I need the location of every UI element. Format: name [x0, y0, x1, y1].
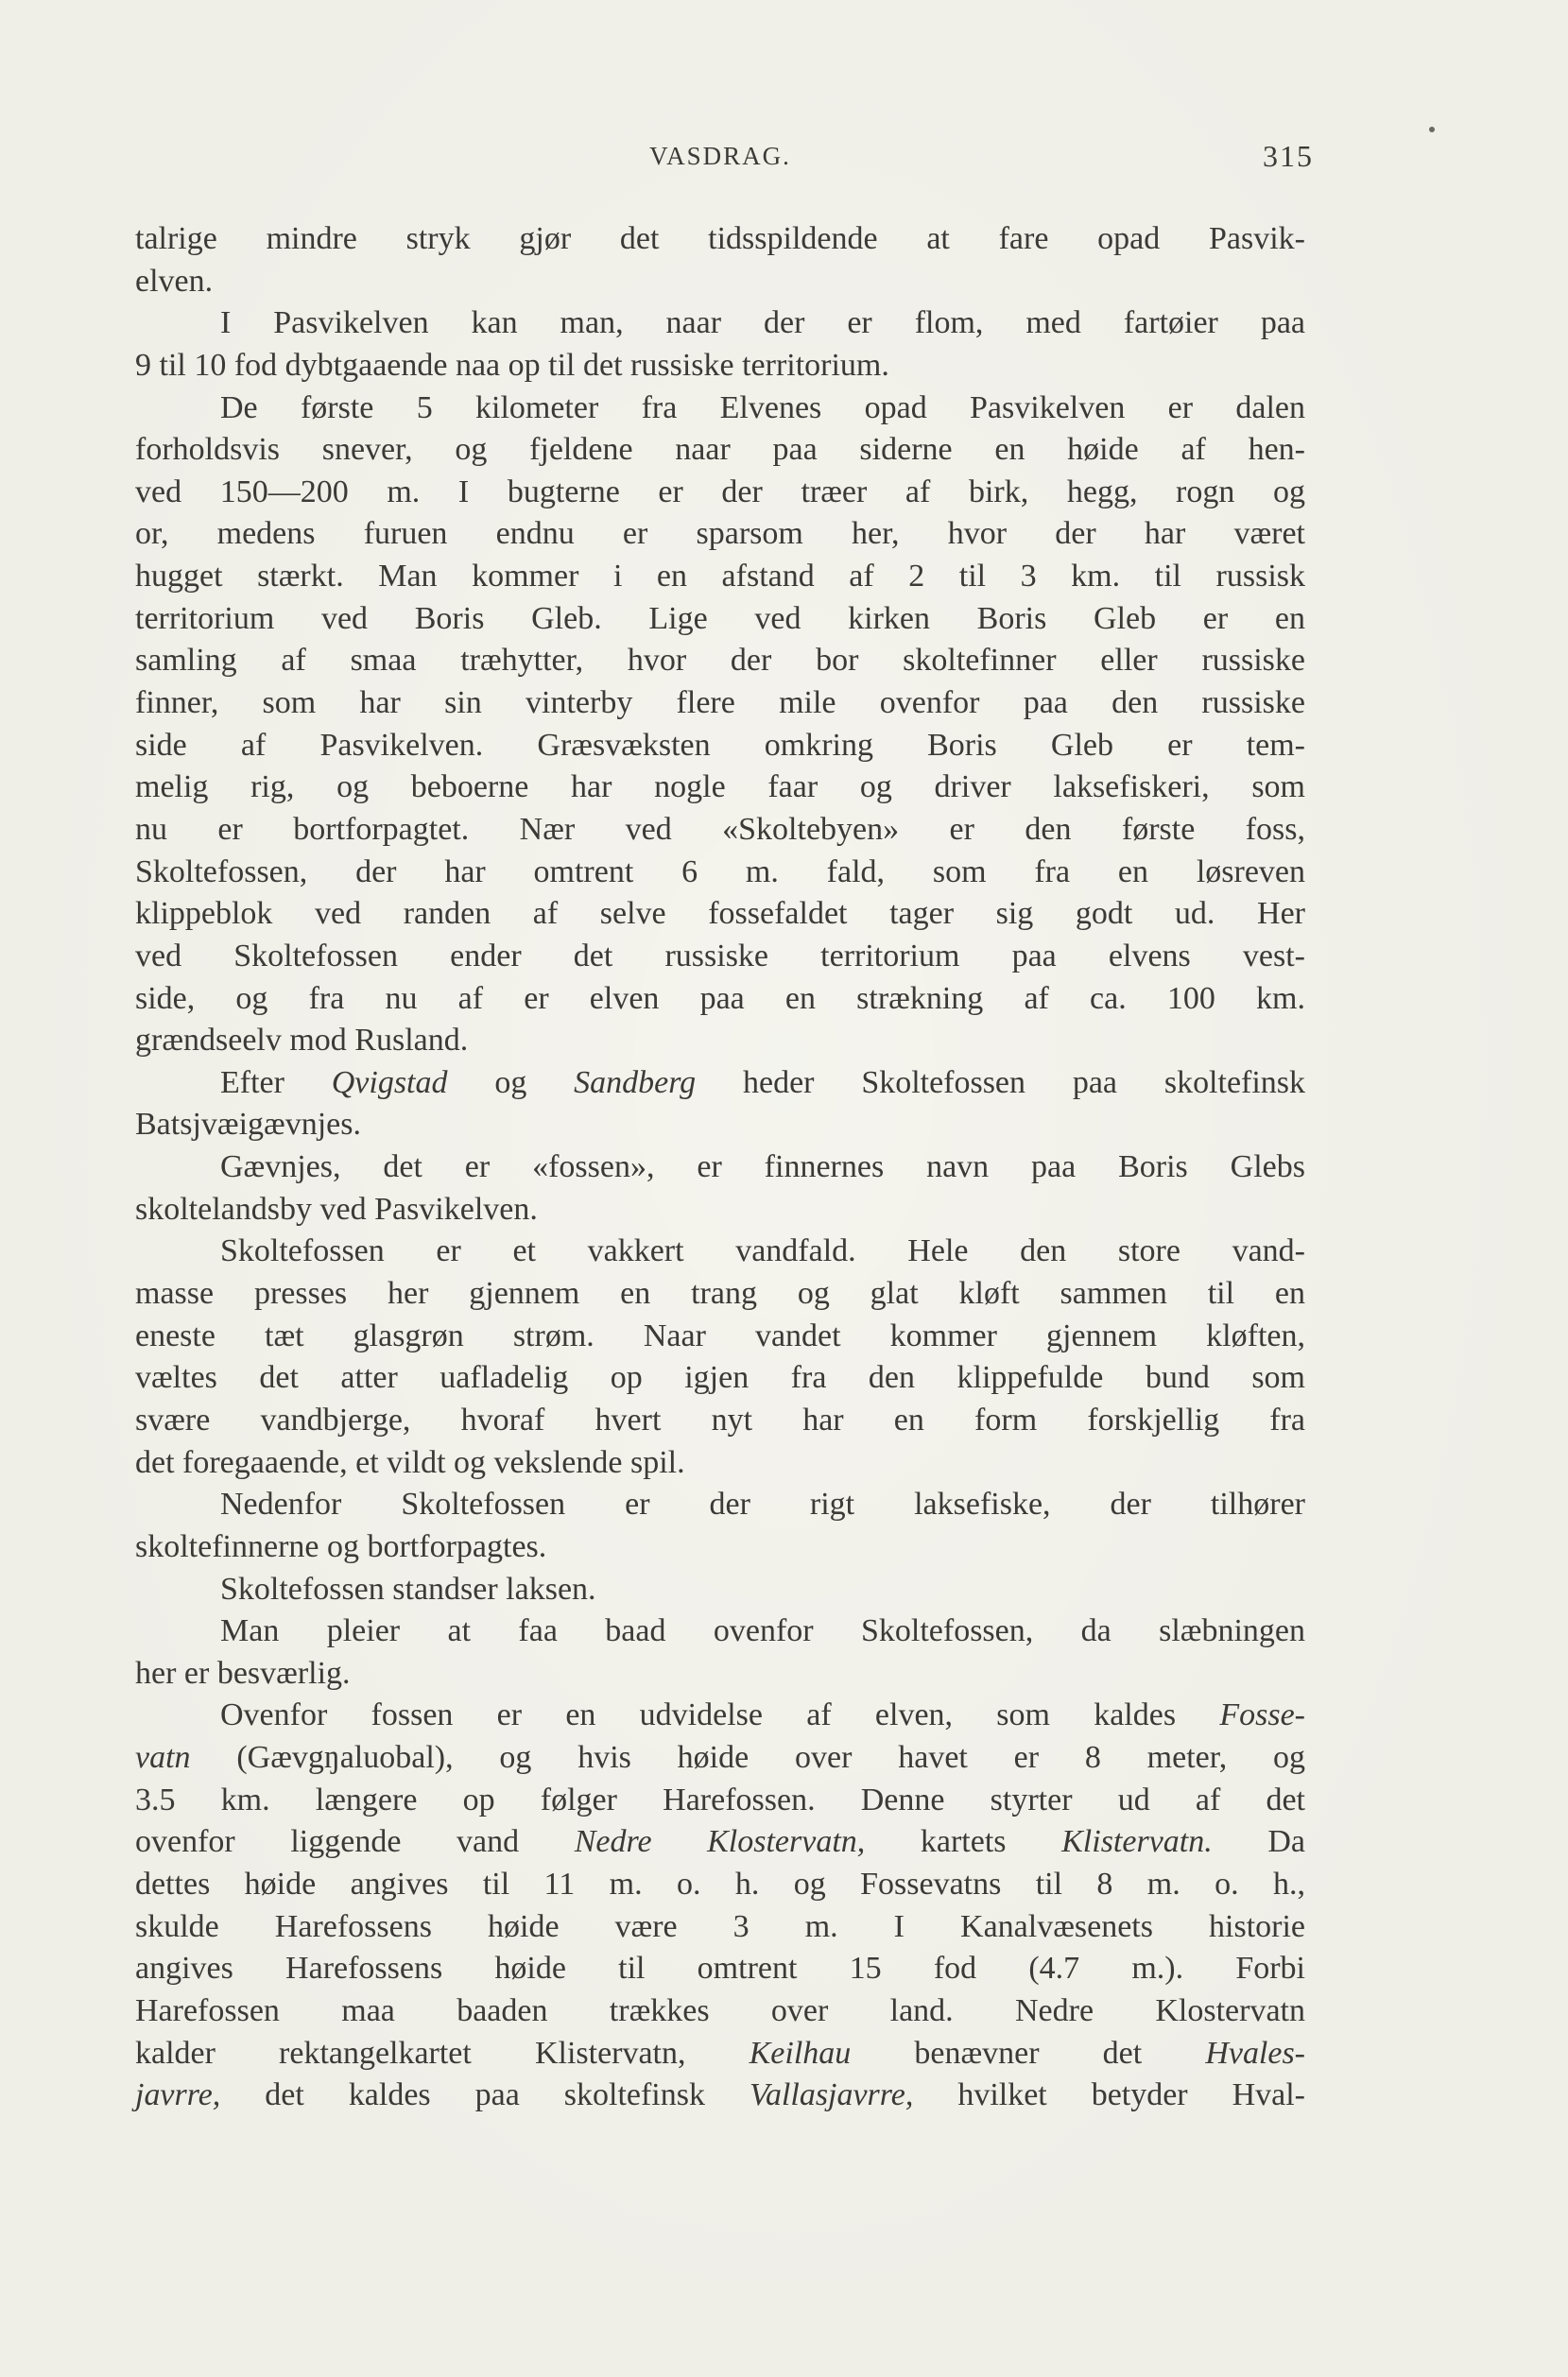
text-line: or, medens furuen endnu er sparsom her, hvor der har været [135, 516, 1305, 552]
text-line: eneste tæt glasgrøn strøm. Naar vandet kommer gjennem kløften, [135, 1318, 1305, 1353]
text-line: 3.5 km. længere op følger Harefossen. Denne styrter ud af det [135, 1782, 1305, 1817]
text-line: I Pasvikelven kan man, naar der er flom, med fartøier paa [220, 305, 1305, 341]
text-line: Skoltefossen standser laksen. [220, 1571, 596, 1607]
text-line: melig rig, og beboerne har nogle faar og driver laksefiskeri, som [135, 769, 1305, 805]
text-line: angives Harefossens høide til omtrent 15 fod (4.7 m.). Forbi [135, 1951, 1305, 1987]
text-line: Nedenfor Skoltefossen er der rigt laksefiske, der tilhører [220, 1487, 1305, 1523]
text-line: Efter Qvigstad og Sandberg heder Skoltefossen paa skoltefinsk [220, 1064, 1305, 1100]
author-name: Sandberg [574, 1064, 697, 1100]
text-line: grændseelv mod Rusland. [135, 1023, 469, 1059]
text-line: nu er bortforpagtet. Nær ved «Skoltebyen» er den første foss, [135, 811, 1305, 847]
text-line: side af Pasvikelven. Græsvæksten omkring Boris Gleb er tem- [135, 727, 1305, 763]
place-name: javrre, [135, 2077, 221, 2113]
text-line: det foregaaende, et vildt og vekslende spil. [135, 1444, 685, 1480]
text-line: skoltelandsby ved Pasvikelven. [135, 1191, 538, 1227]
running-title: VASDRAG. [649, 142, 791, 170]
text-line: Skoltefossen er et vakkert vandfald. Hele den store vand- [220, 1233, 1305, 1269]
text-line: masse presses her gjennem en trang og glat kløft sammen til en [135, 1276, 1305, 1312]
text-line: skoltefinnerne og bortforpagtes. [135, 1528, 547, 1564]
text-line: javrre, det kaldes paa skoltefinsk Vallasjavrre, hvilket betyder Hval- [135, 2077, 1306, 2113]
text-line: side, og fra nu af er elven paa en strækning af ca. 100 km. [135, 980, 1305, 1016]
page-header [134, 139, 1314, 180]
place-name: Nedre Klostervatn, [574, 1824, 866, 1860]
text-line: skulde Harefossens høide være 3 m. I Kanalvæsenets historie [135, 1908, 1305, 1944]
text-line: ved 150—200 m. I bugterne er der træer af birk, hegg, rogn og [135, 474, 1305, 509]
text-line: territorium ved Boris Gleb. Lige ved kirken Boris Gleb er en [135, 600, 1305, 636]
text-line: væltes det atter uafladelig op igjen fra den klippefulde bund som [135, 1360, 1305, 1396]
place-name: Fosse- [1219, 1697, 1305, 1733]
text-line: finner, som har sin vinterby flere mile ovenfor paa den russiske [135, 685, 1305, 721]
text-line: svære vandbjerge, hvoraf hvert nyt har en form forskjellig fra [135, 1402, 1305, 1438]
place-name: vatn [135, 1740, 191, 1776]
ink-speck [1429, 127, 1435, 132]
text-line: Ovenfor fossen er en udvidelse af elven, som kaldes Fosse- [220, 1697, 1305, 1733]
text-line: talrige mindre stryk gjør det tidsspildende at fare opad Pasvik- [135, 221, 1305, 256]
text-line: dettes høide angives til 11 m. o. h. og Fossevatns til 8 m. o. h., [135, 1866, 1305, 1902]
text-line: vatn (Gævgŋaluobal), og hvis høide over havet er 8 meter, og [135, 1740, 1305, 1776]
author-name: Qvigstad [331, 1064, 448, 1100]
text-line: forholdsvis snever, og fjeldene naar paa siderne en høide af hen- [135, 432, 1305, 468]
text-line: De første 5 kilometer fra Elvenes opad Pasvikelven er dalen [220, 389, 1305, 425]
place-name: Klistervatn. [1061, 1824, 1213, 1860]
text-line: klippeblok ved randen af selve fossefaldet tager sig godt ud. Her [135, 896, 1305, 932]
page-number: 315 [1263, 139, 1314, 173]
text-line: 9 til 10 fod dybtgaaende naa op til det russiske territorium. [135, 347, 889, 383]
text-line: kalder rektangelkartet Klistervatn, Keilhau benævner det Hvales- [135, 2035, 1305, 2071]
place-name: Hvales- [1205, 2035, 1305, 2071]
text-line: ovenfor liggende vand Nedre Klostervatn, kartets Klistervatn. Da [135, 1824, 1305, 1860]
text-line: samling af smaa træhytter, hvor der bor skoltefinner eller russiske [135, 643, 1305, 679]
place-name: Vallasjavrre, [749, 2077, 914, 2113]
text-line: Harefossen maa baaden trækkes over land. Nedre Klostervatn [135, 1992, 1305, 2028]
text-line: hugget stærkt. Man kommer i en afstand af 2 til 3 km. til russisk [135, 559, 1305, 594]
body-text [135, 218, 1305, 2117]
text-line: Skoltefossen, der har omtrent 6 m. fald, som fra en løsreven [135, 853, 1305, 889]
text-line: elven. [135, 263, 214, 299]
author-name: Keilhau [749, 2035, 852, 2071]
text-line: Man pleier at faa baad ovenfor Skoltefossen, da slæbningen [220, 1613, 1305, 1649]
text-line: ved Skoltefossen ender det russiske territorium paa elvens vest- [135, 938, 1305, 973]
text-line: Batsjvæigævnjes. [135, 1107, 361, 1143]
text-line: her er besværlig. [135, 1655, 351, 1691]
text-line: Gævnjes, det er «fossen», er finnernes navn paa Boris Glebs [220, 1149, 1305, 1185]
